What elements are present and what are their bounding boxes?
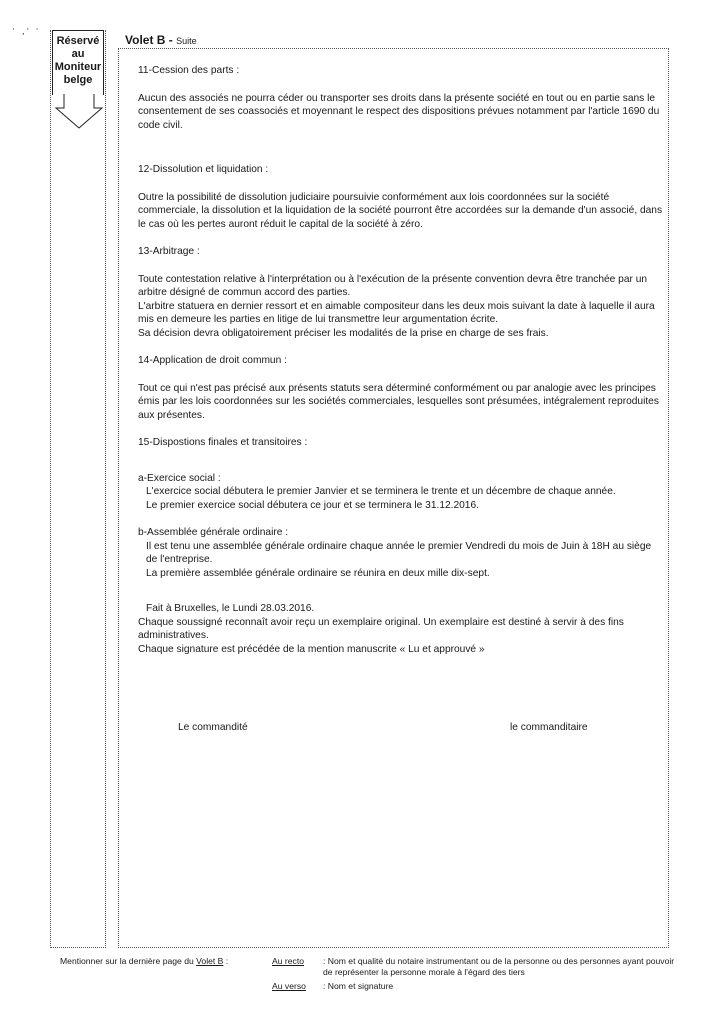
section-paragraph: Sa décision devra obligatoirement préciser les modalités de la prise en charge de ses frais.	[138, 327, 549, 339]
footer-mention-link: Volet B	[196, 956, 224, 966]
down-arrow-icon	[52, 94, 106, 130]
closing-signature-note: Chaque signature est précédée de la mention manuscrite « Lu et approuvé »	[138, 643, 485, 655]
signature-label-left: Le commandité	[178, 722, 248, 733]
signature-label-right: le commanditaire	[510, 722, 588, 733]
section-heading: 11-Cession des parts :	[138, 65, 240, 76]
section-heading: 12-Dissolution et liquidation :	[138, 164, 269, 175]
reserve-line: belge	[63, 74, 93, 86]
footer-mention	[60, 956, 228, 967]
section-paragraph: L'arbitre statuera en dernier ressort et en aimable compositeur dans les deux mois suivant la date à laquelle il aura mis en demeure les parties en litige de lui transmettre leur argumentation écrite.	[138, 300, 655, 325]
footer-mention-prefix: Mentionner sur la dernière page du	[60, 956, 197, 966]
section-paragraph: Toute contestation relative à l'interprétation ou à l'exécution de la présente convention devra être tranchée par un arbitre désigné de commun accord des parties.	[138, 273, 648, 298]
reserve-line: au	[71, 48, 85, 60]
section-heading: 13-Arbitrage :	[138, 246, 200, 257]
subsection-heading: a-Exercice social :	[138, 472, 221, 484]
scan-specks: ˙ ·˙ ˙	[12, 26, 41, 40]
footer-recto-text: : Nom et qualité du notaire instrumentant ou de la personne ou des personnes ayant pouvoir de représenter la personne morale à l'égard des tiers	[323, 956, 675, 977]
reserve-line: Réservé	[56, 35, 100, 47]
footer-verso-text: : Nom et signature	[323, 981, 394, 991]
footer-recto-label: Au recto	[272, 956, 305, 966]
section-paragraph: Tout ce qui n'est pas précisé aux présents statuts sera déterminé conformément ou par analogie avec les principes émis par les lois coordonnées sur les sociétés commerciales, lesquelles sont présumées, intégralement reproduites aux présentes.	[138, 382, 659, 421]
document-body	[138, 64, 663, 656]
subsection-line: L'exercice social débutera le premier Janvier et se terminera le trente et un décembre de chaque année.	[146, 486, 616, 497]
page-title	[125, 33, 197, 47]
section-heading: 15-Dispostions finales et transitoires :	[138, 437, 308, 448]
footer-verso-label: Au verso	[272, 981, 306, 991]
left-margin-border	[50, 30, 106, 948]
subsection-line: Le premier exercice social débutera ce jour et se terminera le 31.12.2016.	[146, 499, 479, 511]
subsection-line: Il est tenu une assemblée générale ordinaire chaque année le premier Vendredi du mois de Juin à 18H au siège de l'entreprise.	[146, 540, 652, 565]
footer-mention-suffix: :	[223, 956, 229, 966]
closing-place-date: Fait à Bruxelles, le Lundi 28.03.2016.	[146, 603, 315, 614]
section-paragraph: Outre la possibilité de dissolution judiciaire poursuivie conformément aux lois coordonnées sur la société commerciale, la dissolution et la liquidation de la société pourront être accordées sur la demande d'un associé, dans le cas où les pertes auront réduit le capital de la société à zéro.	[138, 191, 663, 230]
reserve-box	[52, 30, 104, 95]
subsection-line: La première assemblée générale ordinaire se réunira en deux mille dix-sept.	[146, 567, 490, 579]
reserve-line: Moniteur	[54, 61, 102, 73]
closing-copies: Chaque soussigné reconnaît avoir reçu un exemplaire original. Un exemplaire est destiné à servir à des fins administratives.	[138, 616, 624, 641]
volet-title-text: Volet B -	[125, 33, 173, 47]
section-heading: 14-Application de droit commun :	[138, 355, 287, 366]
volet-suffix: Suite	[176, 36, 197, 46]
subsection-heading: b-Assemblée générale ordinaire :	[138, 527, 289, 538]
section-paragraph: Aucun des associés ne pourra céder ou transporter ses droits dans la présente société en tout ou en partie sans le consentement de ses coassociés et moyennant le respect des dispositions prévues notamment par l'article 1690 du code civil.	[138, 92, 660, 131]
